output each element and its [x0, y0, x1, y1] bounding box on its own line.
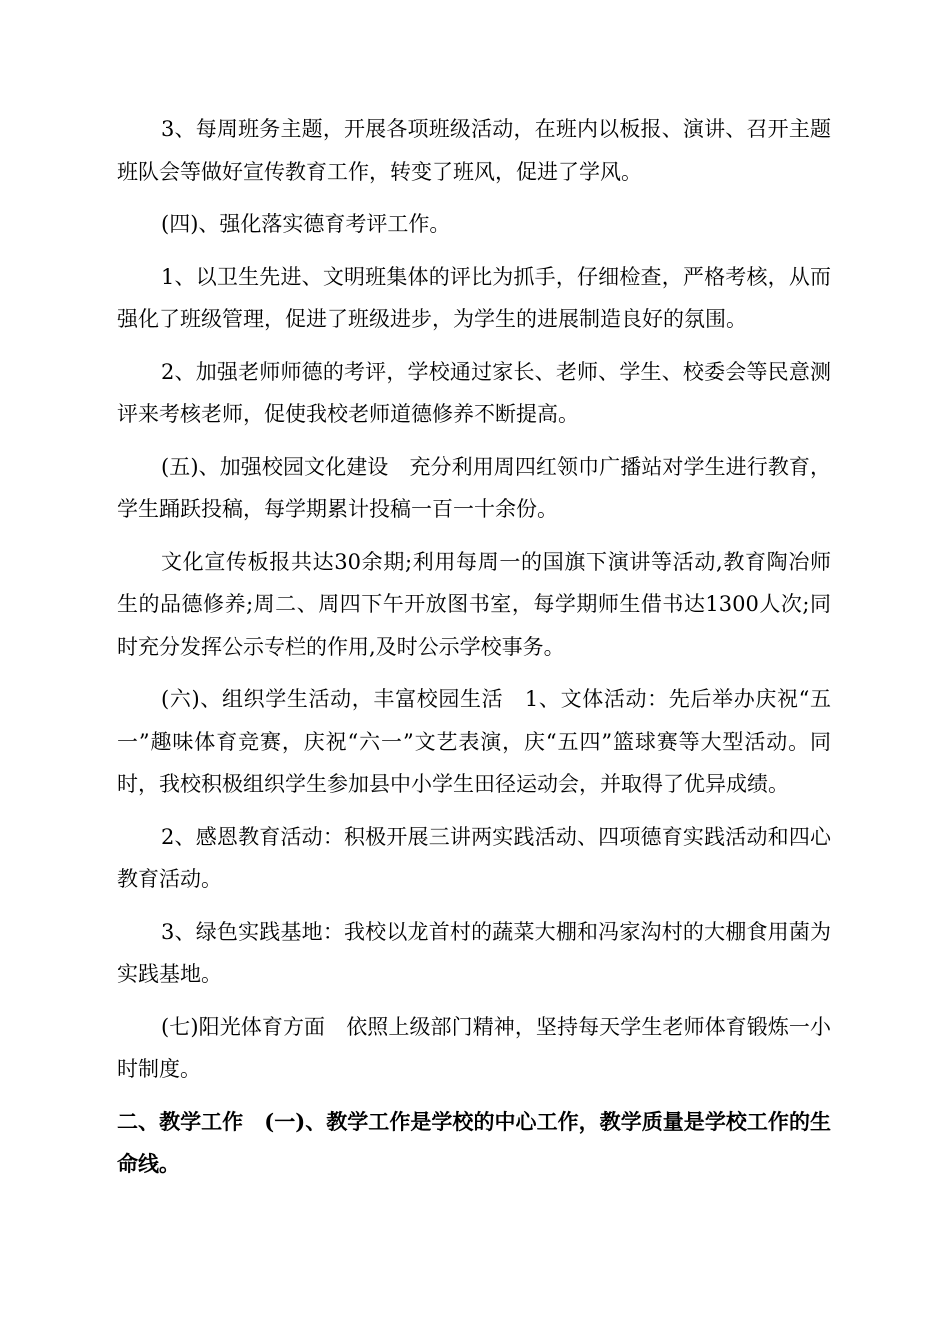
paragraph-campus-culture: (五)、加强校园文化建设 充分利用周四红领巾广播站对学生进行教育，学生踊跃投稿，每学期累计投稿一百一十余份。 [117, 454, 831, 521]
paragraph-green-practice-base: 3、绿色实践基地：我校以龙首村的蔬菜大棚和冯家沟村的大棚食用菌为实践基地。 [117, 919, 831, 986]
document-page [117, 108, 831, 1186]
paragraph-teacher-ethics: 2、加强老师师德的考评，学校通过家长、老师、学生、校委会等民意测评来考核老师，促使我校老师道德修养不断提高。 [117, 359, 831, 426]
paragraph-class-activities: 3、每周班务主题，开展各项班级活动，在班内以板报、演讲、召开主题班队会等做好宣传教育工作，转变了班风，促进了学风。 [117, 117, 831, 184]
paragraph-student-activities: (六)、组织学生活动，丰富校园生活 1、文体活动：先后举办庆祝“五一”趣味体育竞赛，庆祝“六一”文艺表演，庆“五四”篮球赛等大型活动。同时，我校积极组织学生参加县中小学生田径运动会，并取得了优异成绩。 [117, 687, 831, 796]
section-heading-teaching-work: 二、教学工作 (一)、教学工作是学校的中心工作，教学质量是学校工作的生命线。 [117, 1108, 831, 1176]
paragraph-sunshine-sports: (七)阳光体育方面 依照上级部门精神，坚持每天学生老师体育锻炼一小时制度。 [117, 1014, 831, 1081]
paragraph-bulletin-boards: 文化宣传板报共达30余期;利用每周一的国旗下演讲等活动,教育陶冶师生的品德修养;周二、周四下午开放图书室，每学期师生借书达1300人次;同时充分发挥公示专栏的作用,及时公示学校事务。 [117, 549, 831, 659]
paragraph-gratitude-education: 2、感恩教育活动：积极开展三讲两实践活动、四项德育实践活动和四心教育活动。 [117, 824, 831, 891]
paragraph-section-four-title: (四)、强化落实德育考评工作。 [161, 212, 451, 236]
paragraph-hygiene-evaluation: 1、以卫生先进、文明班集体的评比为抓手，仔细检查，严格考核，从而强化了班级管理，促进了班级进步，为学生的进展制造良好的氛围。 [117, 264, 831, 331]
